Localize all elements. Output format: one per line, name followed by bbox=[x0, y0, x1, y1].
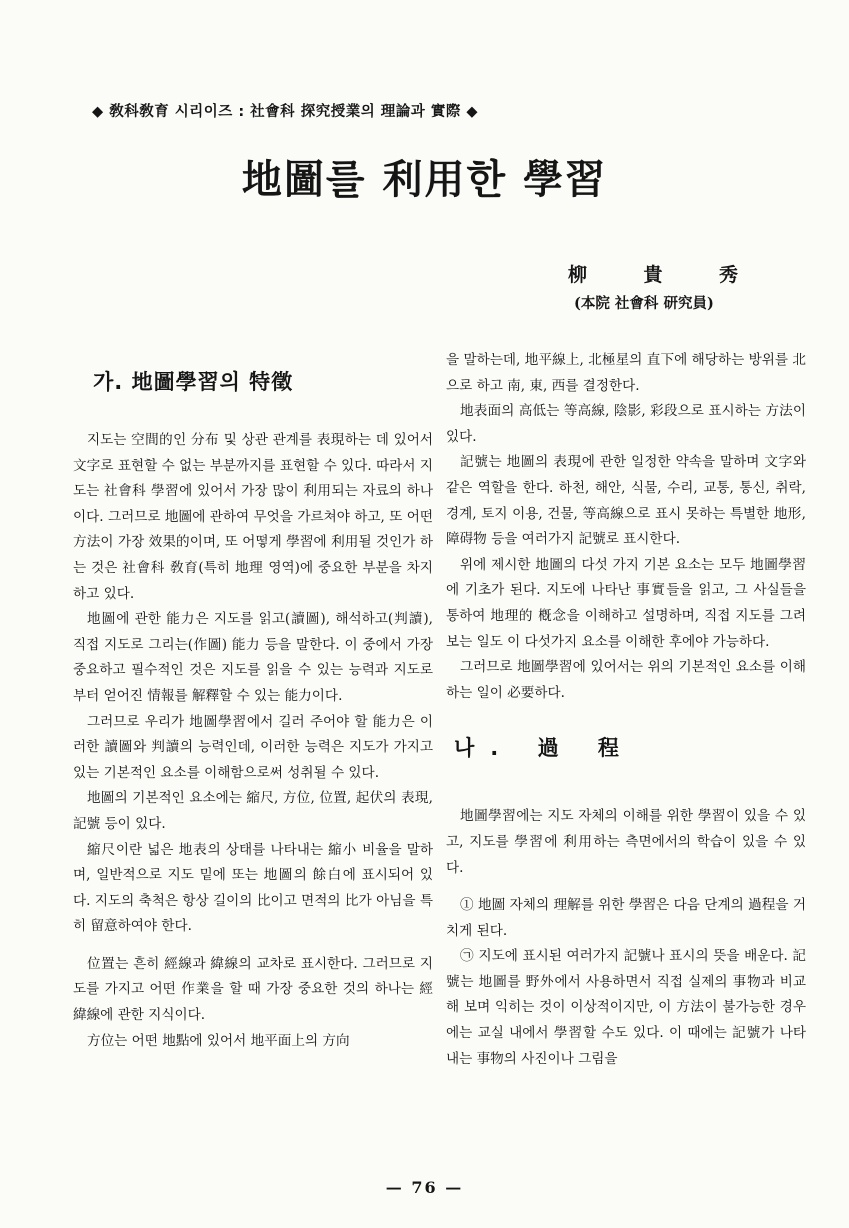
article-title: 地圖를 利用한 學習 bbox=[241, 156, 608, 203]
author-name bbox=[568, 260, 738, 287]
list-paragraph: ㉠ 지도에 표시된 여러가지 記號나 표시의 뜻을 배운다. 記號는 地圖를 野外에서 사용하면서 직접 실제의 事物과 비교해 보며 익히는 것이 이상적이지만, 이 方法이 불가능한 경우에는 교실 내에서 學習할 수도 있다. 이 때에는 記號가 나타내는 事物의 사진이나 그림을 bbox=[446, 948, 806, 1067]
section-heading-process: 나. 過 程 bbox=[454, 736, 635, 761]
author-char: 柳 bbox=[568, 264, 588, 286]
page-number: — 76 — bbox=[385, 1178, 464, 1197]
body-paragraph: 地圖의 기본적인 요소에는 縮尺, 方位, 位置, 起伏의 表現, 記號 등이 있다. bbox=[73, 790, 433, 832]
paragraph-gap bbox=[446, 881, 806, 893]
body-paragraph: 記號는 地圖의 表現에 관한 일정한 약속을 말하며 文字와 같은 역할을 한다. 하천, 해안, 식물, 수리, 교통, 통신, 취락, 경계, 토지 이용, 건물, 等高線으로 표시 못하는 특별한 地形, 障碍物 등을 여러가지 記號로 표시한다. bbox=[446, 454, 806, 548]
right-column bbox=[446, 348, 806, 1072]
body-paragraph: 縮尺이란 넓은 地表의 상태를 나타내는 縮小 비율을 말하며, 일반적으로 지도 밑에 또는 地圖의 餘白에 표시되어 있다. 지도의 축척은 항상 길이의 比이고 면적의 比가 아님을 특히 留意하여야 한다. bbox=[73, 841, 433, 935]
body-paragraph: 그러므로 地圖學習에 있어서는 위의 기본적인 요소를 이해하는 일이 必要하다. bbox=[446, 659, 806, 701]
author-affiliation: (本院 社會科 研究員) bbox=[574, 295, 714, 312]
body-paragraph: 方位는 어떤 地點에 있어서 地平面上의 方向 bbox=[87, 1032, 350, 1049]
left-column bbox=[73, 350, 433, 1054]
paragraph-gap bbox=[73, 940, 433, 952]
body-paragraph: 地圖學習에는 지도 자체의 이해를 위한 學習이 있을 수 있고, 지도를 學習에 利用하는 측면에서의 학습이 있을 수 있다. bbox=[446, 808, 806, 876]
body-paragraph: 위에 제시한 地圖의 다섯 가지 기본 요소는 모두 地圖學習에 기초가 된다. 지도에 나타난 事實들을 읽고, 그 사실들을 통하여 地理的 槪念을 이해하고 설명하며, 직접 지도를 그려보는 일도 이 다섯가지 요소를 이해한 후에야 가능하다. bbox=[446, 556, 806, 650]
section-heading-features: 가. 地圖學習의 特徵 bbox=[93, 370, 294, 394]
list-paragraph: ① 地圖 자체의 理解를 위한 學習은 다음 단계의 過程을 거치게 된다. bbox=[446, 897, 806, 939]
body-paragraph: 位置는 흔히 經線과 緯線의 교차로 표시한다. 그러므로 지도를 가지고 어떤 作業을 할 때 가장 중요한 것의 하나는 經緯線에 관한 지식이다. bbox=[73, 955, 433, 1024]
body-paragraph: 지도는 空間的인 分布 및 상관 관계를 表現하는 데 있어서 文字로 표현할 수 없는 부분까지를 표현할 수 있다. 따라서 지도는 社會科 學習에 있어서 가장 많이 利用되는 자료의 하나이다. 그러므로 地圖에 관하여 무엇을 가르쳐야 하고, 또 어떤 方法이 가장 效果的이며, 또 어떻게 學習에 利用될 것인가 하는 것은 社會科 敎育(특히 地理 영역)에 중요한 부분을 차지하고 있다. bbox=[73, 432, 433, 602]
author-char: 秀 bbox=[718, 264, 738, 286]
author-char: 貴 bbox=[643, 264, 663, 286]
body-paragraph: 그러므로 우리가 地圖學習에서 길러 주어야 할 能力은 이러한 讀圖와 判讀의 능력인데, 이러한 능력은 지도가 가지고 있는 기본적인 요소를 이해함으로써 성취될 수 있다. bbox=[73, 713, 433, 781]
body-paragraph: 을 말하는데, 地平線上, 北極星의 直下에 해당하는 방위를 北으로 하고 南, 東, 西를 결정한다. bbox=[446, 352, 806, 394]
body-paragraph: 地圖에 관한 能力은 지도를 읽고(讀圖), 해석하고(判讀), 직접 지도로 그리는(作圖) 能力 등을 말한다. 이 중에서 가장 중요하고 필수적인 것은 지도를 읽을 수 있는 능력과 지도로부터 얻어진 情報를 解釋할 수 있는 能力이다. bbox=[73, 611, 433, 704]
body-paragraph: 地表面의 高低는 等高線, 陰影, 彩段으로 표시하는 方法이 있다. bbox=[446, 403, 806, 445]
series-header: ◆ 敎科敎育 시리이즈 : 社會科 探究授業의 理論과 實際 ◆ bbox=[92, 104, 479, 120]
